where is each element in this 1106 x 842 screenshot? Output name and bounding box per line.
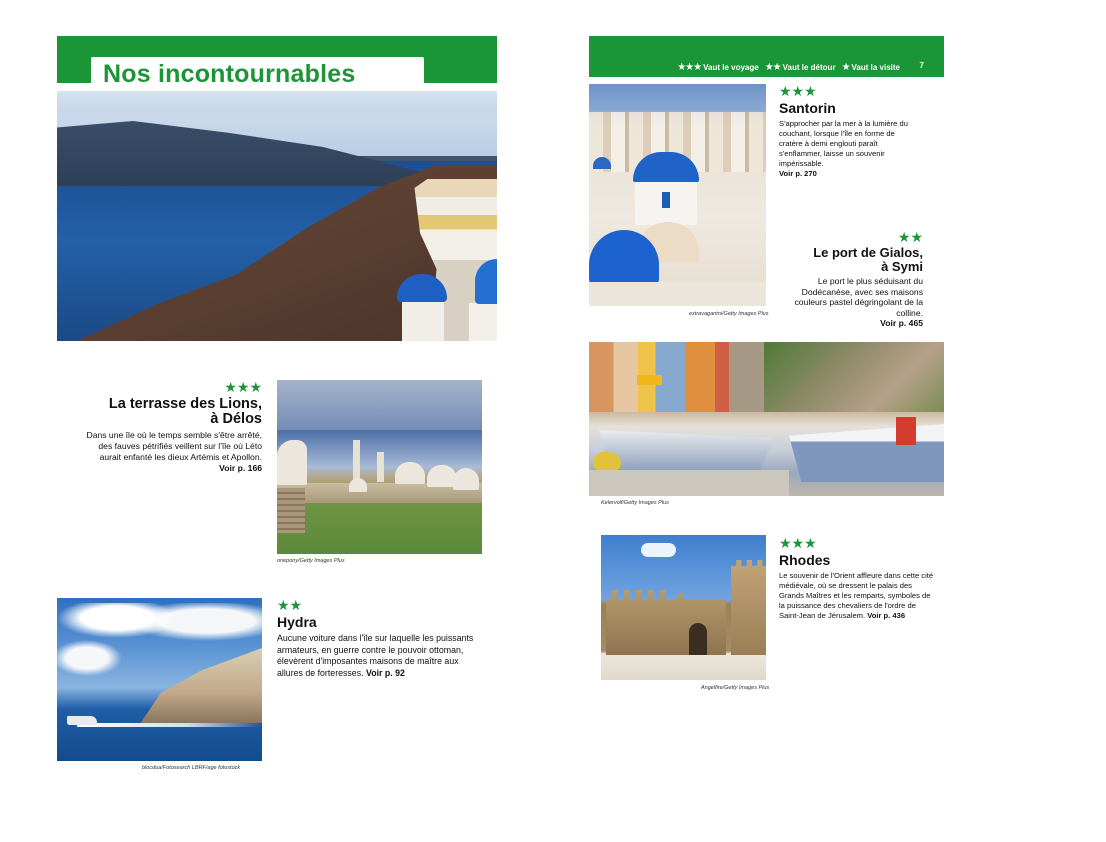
page-reference: Voir p. 436 bbox=[867, 611, 906, 620]
sky-clouds bbox=[57, 91, 497, 121]
star-icon: ★★ bbox=[764, 62, 781, 73]
entry-delos bbox=[60, 380, 262, 474]
page-reference: Voir p. 92 bbox=[366, 667, 405, 678]
hero-photo-santorin bbox=[57, 91, 497, 341]
column bbox=[377, 452, 384, 482]
lion-statue bbox=[453, 468, 479, 490]
entry-title: La terrasse des Lions, à Délos bbox=[108, 396, 262, 427]
castle-walls bbox=[606, 590, 726, 655]
photo-credit: blocdua/Fotosearch LBRF/age fotostock bbox=[142, 765, 241, 771]
quay bbox=[589, 470, 789, 496]
castle-gate bbox=[689, 623, 707, 655]
entry-text: Le port le plus séduisant du Dodécanèse, avec ses maisons couleurs pastel dégringolant de la colline. Voir p. 465 bbox=[794, 276, 923, 328]
rating-stars-icon: ★★★ bbox=[224, 379, 262, 395]
page-reference: Voir p. 166 bbox=[219, 463, 262, 473]
fishing-net bbox=[593, 452, 621, 470]
page-reference: Voir p. 465 bbox=[880, 318, 923, 328]
clouds bbox=[57, 603, 262, 643]
storm-clouds bbox=[277, 380, 482, 430]
right-header-band bbox=[589, 36, 944, 77]
window bbox=[662, 192, 670, 208]
clouds bbox=[57, 638, 127, 678]
entry-title: Le port de Gialos, à Symi bbox=[813, 245, 923, 274]
star-icon: ★ bbox=[841, 62, 850, 73]
blue-dome bbox=[593, 157, 611, 169]
lion-statue bbox=[277, 440, 307, 485]
terrace bbox=[589, 282, 766, 306]
cloud bbox=[641, 543, 676, 557]
pedestal bbox=[277, 488, 305, 533]
entry-rhodes bbox=[779, 536, 934, 621]
castle-tower bbox=[731, 560, 766, 655]
legend-entry-detour: ★★ Vaut le détour bbox=[764, 62, 836, 73]
entry-text: Aucune voiture dans l'île sur laquelle les puissants armateurs, en guerre contre le pouvoir ottoman, élevèrent d'imposantes maisons de maître aux allures de forteresses. Voir p. 92 bbox=[277, 633, 474, 678]
star-legend bbox=[589, 36, 944, 77]
lion-statue bbox=[395, 462, 425, 484]
legend-entry-visite: ★ Vaut la visite bbox=[841, 62, 900, 73]
rating-stars-icon: ★★ bbox=[277, 597, 303, 613]
boat-wake bbox=[77, 723, 262, 727]
fishing-boat bbox=[789, 424, 944, 482]
rating-stars-icon: ★★ bbox=[897, 229, 923, 245]
photo-credit: extravagantni/Getty Images Plus bbox=[689, 311, 769, 317]
fishing-boat bbox=[599, 430, 774, 470]
rating-stars-icon: ★★★ bbox=[779, 535, 817, 551]
awning bbox=[637, 375, 662, 385]
page-reference: Voir p. 270 bbox=[779, 169, 817, 178]
photo-hydra bbox=[57, 598, 262, 761]
page-number: 7 bbox=[919, 61, 924, 70]
entry-title: Rhodes bbox=[779, 552, 831, 568]
pastel-houses bbox=[589, 342, 764, 412]
photo-symi-harbor bbox=[589, 342, 944, 496]
hydra-town bbox=[127, 648, 262, 723]
lion-statue bbox=[349, 478, 367, 492]
entry-title: Santorin bbox=[779, 100, 836, 116]
rating-stars-icon: ★★★ bbox=[779, 83, 817, 99]
entry-hydra bbox=[277, 598, 477, 679]
page-title: Nos incontournables bbox=[103, 60, 356, 88]
photo-credit: Kelervolf/Getty Images Plus bbox=[601, 500, 669, 506]
entry-title: Hydra bbox=[277, 614, 317, 630]
chapel bbox=[469, 303, 497, 341]
entry-symi bbox=[790, 230, 923, 329]
entry-santorin bbox=[779, 84, 919, 179]
photo-santorin bbox=[589, 84, 766, 306]
hillside bbox=[764, 342, 944, 412]
photo-credit: onepony/Getty Images Plus bbox=[277, 558, 345, 564]
photo-delos-lions bbox=[277, 380, 482, 554]
entry-text: Le souvenir de l'Orient affleure dans cette cité médiévale, où se dressent le palais des Grands Maîtres et les remparts, symboles de la puissance des chevaliers de l'ordre de Saint-Jean de Jérusalem. Voir p. 436 bbox=[779, 571, 934, 620]
photo-credit: Angelfire/Getty Images Plus bbox=[701, 685, 770, 691]
speedboat bbox=[67, 716, 97, 725]
entry-text: S'approcher par la mer à la lumière du couchant, lorsque l'île en forme de cratère à demi englouti paraît s'enflammer, laisse un souvenir impérissable. Voir p. 270 bbox=[779, 119, 908, 178]
island-silhouette bbox=[57, 121, 437, 186]
photo-rhodes bbox=[601, 535, 766, 680]
buoy bbox=[896, 417, 916, 445]
chapel bbox=[402, 299, 444, 341]
legend-entry-voyage: ★★★ Vaut le voyage bbox=[677, 62, 759, 73]
star-icon: ★★★ bbox=[677, 62, 702, 73]
entry-text: Dans une île où le temps semble s'être arrêté, des fauves pétrifiés veillent sur l'île où Léto aurait enfanté les dieux Artémis et Apollon. Voir p. 166 bbox=[86, 430, 262, 473]
